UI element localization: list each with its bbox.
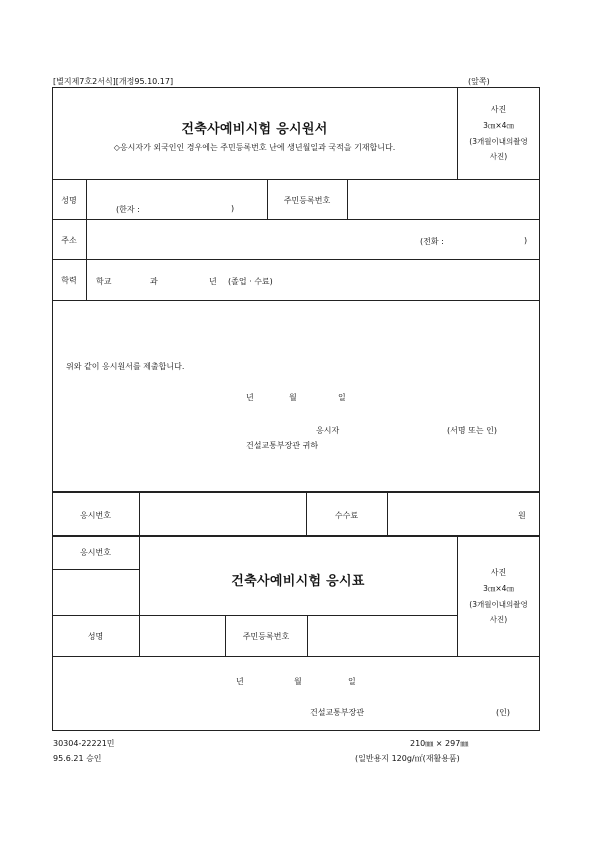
applicant-label: 응시자 (316, 426, 340, 435)
cell-divider (139, 492, 140, 536)
hanja-label: (한자 : (116, 205, 140, 214)
photo-size: 3㎝×4㎝ (483, 121, 514, 130)
declaration-text: 위와 같이 응시원서를 제출합니다. (66, 362, 185, 371)
receipt-exam-number-label: 응시번호 (80, 511, 111, 520)
ticket-date-day: 일 (348, 677, 356, 686)
photo-label: 사진 (490, 568, 507, 577)
page-side-label: (앞쪽) (468, 77, 490, 86)
phone-label: (전화 : (420, 237, 444, 246)
ticket-seal: (인) (496, 708, 510, 717)
date-month: 월 (289, 393, 297, 402)
row-divider (52, 569, 139, 570)
ticket-issuer: 건설교통부장관 (310, 708, 365, 717)
ticket-exam-number-label: 응시번호 (80, 548, 111, 557)
cell-divider (387, 492, 388, 536)
hanja-name-field[interactable] (146, 198, 226, 212)
ticket-resident-id-field[interactable] (310, 619, 454, 653)
row-divider (52, 259, 540, 260)
photo-divider (457, 87, 458, 179)
row-divider (52, 656, 540, 657)
photo-note-2: 사진) (489, 152, 508, 161)
row-divider (52, 179, 540, 180)
date-day: 일 (338, 393, 346, 402)
photo-note: (3개월이내의촬영 (469, 137, 528, 146)
application-title: 건축사예비시험 응시원서 (181, 122, 328, 137)
foreigner-notice: ◇응시자가 외국인인 경우에는 주민등록번호 난에 생년월일과 국적을 기재합니다. (113, 143, 396, 152)
fee-unit: 원 (518, 511, 526, 520)
paper-size: 210㎜ × 297㎜ (410, 739, 469, 748)
photo-note: (3개월이내의촬영 (469, 600, 528, 609)
year-label: 년 (209, 277, 217, 286)
row-divider (52, 219, 540, 220)
addressee: 건설교통부장관 귀하 (246, 441, 319, 450)
fee-label: 수수료 (334, 511, 359, 520)
approval-date: 95.6.21 승인 (53, 754, 102, 763)
resident-id-label: 주민등록번호 (283, 196, 331, 205)
ticket-date-year: 년 (236, 677, 244, 686)
name-label: 성명 (61, 196, 77, 205)
ticket-date-month: 월 (294, 677, 302, 686)
hanja-close: ) (231, 204, 235, 213)
date-year: 년 (246, 393, 254, 402)
phone-close: ) (524, 236, 528, 245)
photo-size: 3㎝×4㎝ (483, 584, 514, 593)
receipt-exam-number-field[interactable] (142, 496, 302, 532)
cell-divider (347, 179, 348, 219)
signature-label: (서명 또는 인) (447, 426, 497, 435)
row-divider (52, 300, 540, 301)
ticket-resident-id-label: 주민등록번호 (242, 632, 290, 641)
graduation-status: (졸업 · 수료) (228, 277, 273, 286)
ticket-exam-number-field[interactable] (55, 572, 136, 612)
photo-divider (457, 536, 458, 656)
fee-field[interactable] (390, 496, 510, 532)
ticket-title: 건축사예비시험 응시표 (231, 574, 365, 589)
ticket-name-label: 성명 (87, 632, 104, 641)
cell-divider (139, 536, 140, 656)
row-divider (52, 615, 457, 616)
form-code: 30304-22221민 (53, 739, 115, 748)
ticket-name-field[interactable] (142, 619, 222, 653)
department-label: 과 (150, 277, 158, 286)
address-label: 주소 (61, 236, 77, 245)
cell-divider (307, 615, 308, 656)
address-field[interactable] (90, 223, 410, 256)
photo-label: 사진 (490, 105, 507, 114)
education-label: 학력 (61, 276, 77, 285)
photo-note-2: 사진) (489, 615, 508, 624)
paper-type: (일반용지 120g/㎡(재활용품) (355, 754, 460, 763)
school-label: 학교 (96, 277, 112, 286)
label-column-divider (86, 179, 87, 300)
resident-id-field[interactable] (350, 183, 536, 216)
form-reference: [별지제7호2서식][개정95.10.17] (53, 77, 174, 86)
